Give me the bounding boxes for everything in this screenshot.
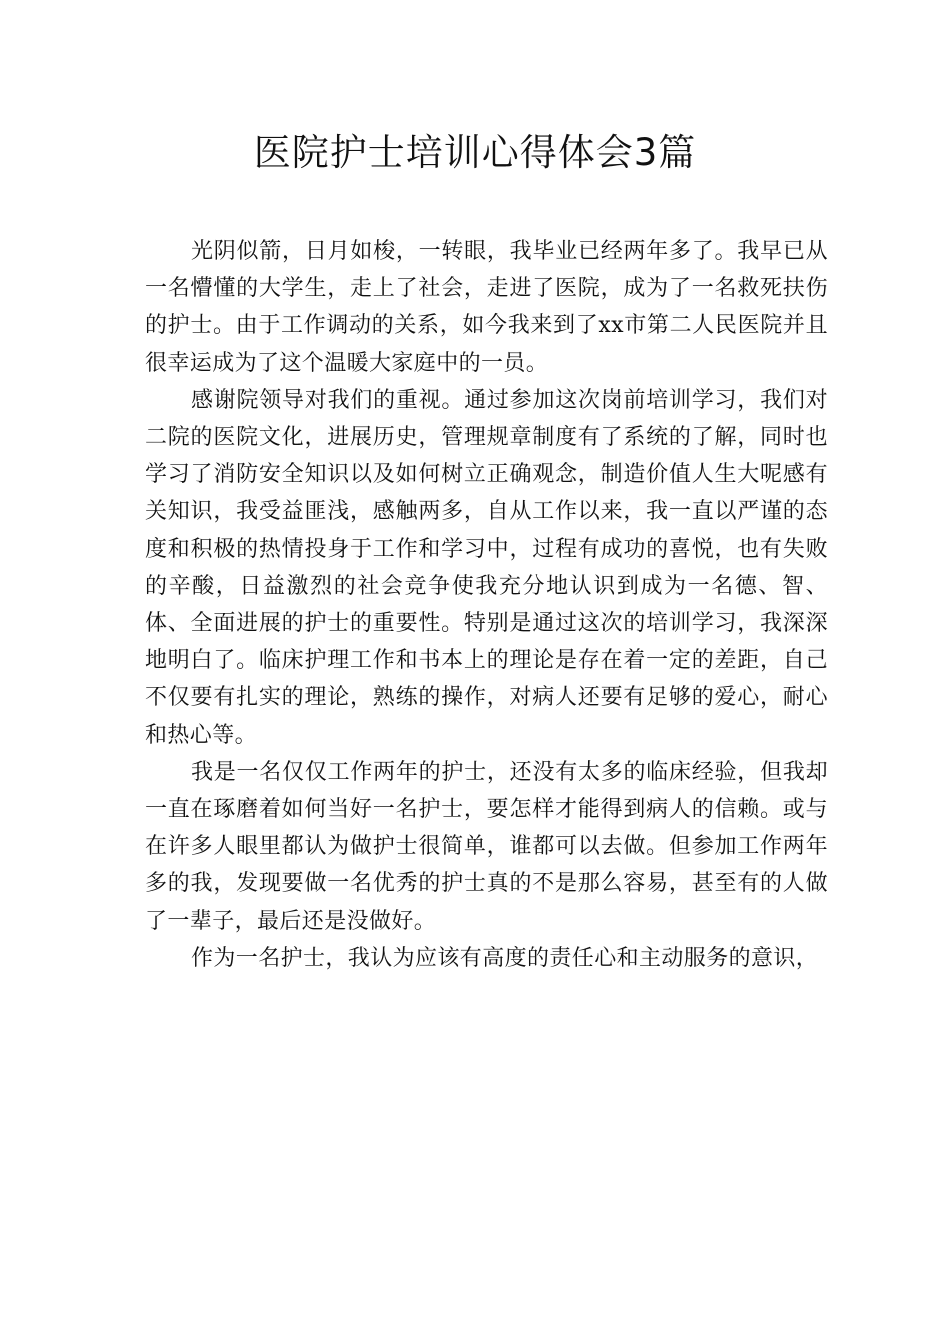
paragraph-3: 我是一名仅仅工作两年的护士，还没有太多的临床经验，但我却一直在琢磨着如何当好一名护士，要怎样才能得到病人的信赖。或与在许多人眼里都认为做护士很简单，谁都可以去做。但参加工作两年多的我，发现要做一名优秀的护士真的不是那么容易，甚至有的人做了一辈子，最后还是没做好。 [145,759,828,934]
paragraph-1: 光阴似箭，日月如梭，一转眼，我毕业已经两年多了。我早已从一名懵懂的大学生，走上了社会，走进了医院，成为了一名救死扶伤的护士。由于工作调动的关系，如今我来到了xx市第二人民医院并且很幸运成为了这个温暖大家庭中的一员。 [145,239,828,376]
document-body [145,233,828,977]
paragraph-2: 感谢院领导对我们的重视。通过参加这次岗前培训学习，我们对二院的医院文化，进展历史，管理规章制度有了系统的了解，同时也学习了消防安全知识以及如何树立正确观念，制造价值人生大呢感有关知识，我受益匪浅，感触两多，自从工作以来，我一直以严谨的态度和积极的热情投身于工作和学习中，过程有成功的喜悦，也有失败的辛酸，日益激烈的社会竞争使我充分地认识到成为一名德、智、体、全面进展的护士的重要性。特别是通过这次的培训学习，我深深地明白了。临床护理工作和书本上的理论是存在着一定的差距，自己不仅要有扎实的理论，熟练的操作，对病人还要有足够的爱心，耐心和热心等。 [145,387,828,748]
paragraph-4: 作为一名护士，我认为应该有高度的责任心和主动服务的意识， [191,945,819,971]
document-title: 医院护士培训心得体会3篇 [253,131,697,174]
